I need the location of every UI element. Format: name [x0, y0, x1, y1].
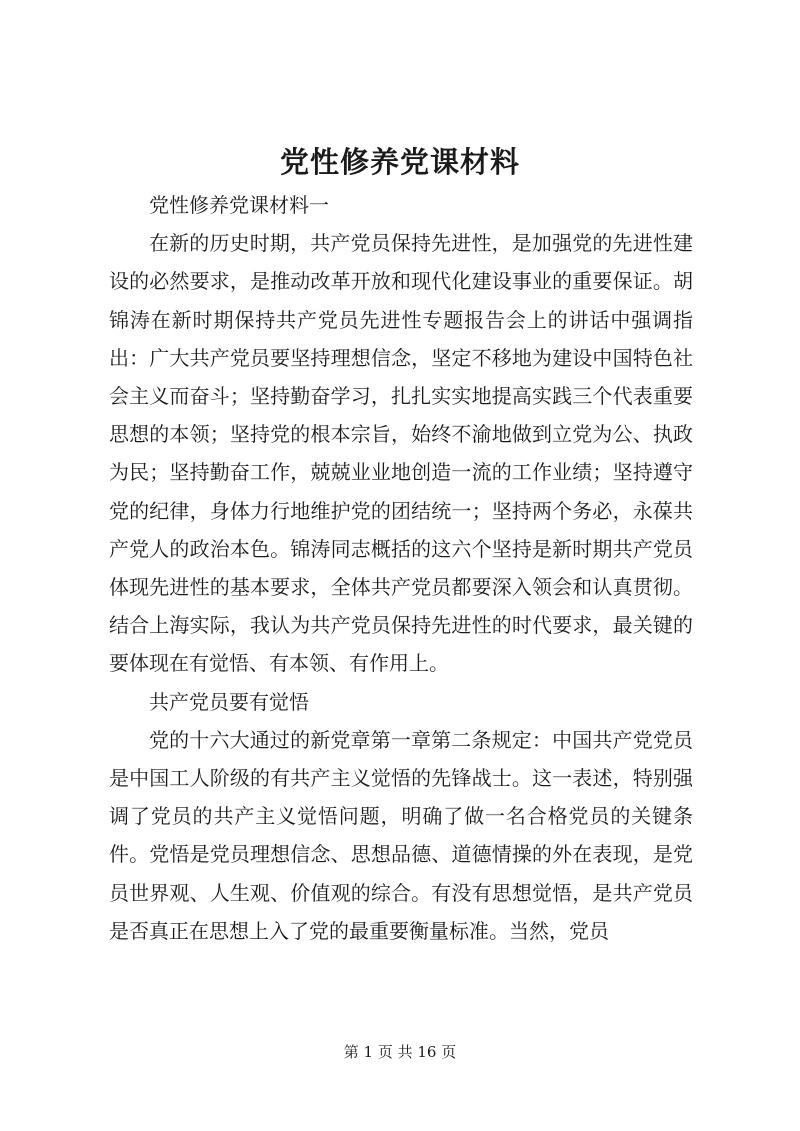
paragraph: 党的十六大通过的新党章第一章第二条规定：中国共产党党员是中国工人阶级的有共产主义觉悟的先锋战士。这一表述，特别强调了党员的共产主义觉悟问题，明确了做一名合格党员的关键条件。党悟是党员理想信念、思想品德、道德情操的外在表现，是党员世界观、人生观、价值观的综合。有没有思想觉悟，是共产党员是否真正在思想上入了党的最重要衡量标准。当然，党员 [109, 727, 693, 943]
section-heading: 共产党员要有觉悟 [149, 689, 309, 714]
section-heading: 党性修养党课材料一 [149, 193, 329, 217]
document-title: 党性修养党课材料 [279, 145, 520, 179]
page-footer: 第 1 页 共 16 页 [343, 1043, 457, 1061]
document-body [109, 186, 693, 950]
paragraph: 在新的历史时期，共产党员保持先进性，是加强党的先进性建设的必然要求，是推动改革开放和现代化建设事业的重要保证。胡锦涛在新时期保持共产党员先进性专题报告会上的讲话中强调指出：广大共产党员要坚持理想信念，坚定不移地为建设中国特色社会主义而奋斗；坚持勤奋学习，扎扎实实地提高实践三个代表重要思想的本领；坚持党的根本宗旨，始终不渝地做到立党为公、执政为民；坚持勤奋工作，兢兢业业地创造一流的工作业绩；坚持遵守党的纪律，身体力行地维护党的团结统一；坚持两个务必，永葆共产党人的政治本色。锦涛同志概括的这六个坚持是新时期共产党员体现先进性的基本要求，全体共产党员都要深入领会和认真贯彻。结合上海实际，我认为共产党员保持先进性的时代要求，最关键的要体现在有觉悟、有本领、有作用上。 [109, 231, 693, 676]
